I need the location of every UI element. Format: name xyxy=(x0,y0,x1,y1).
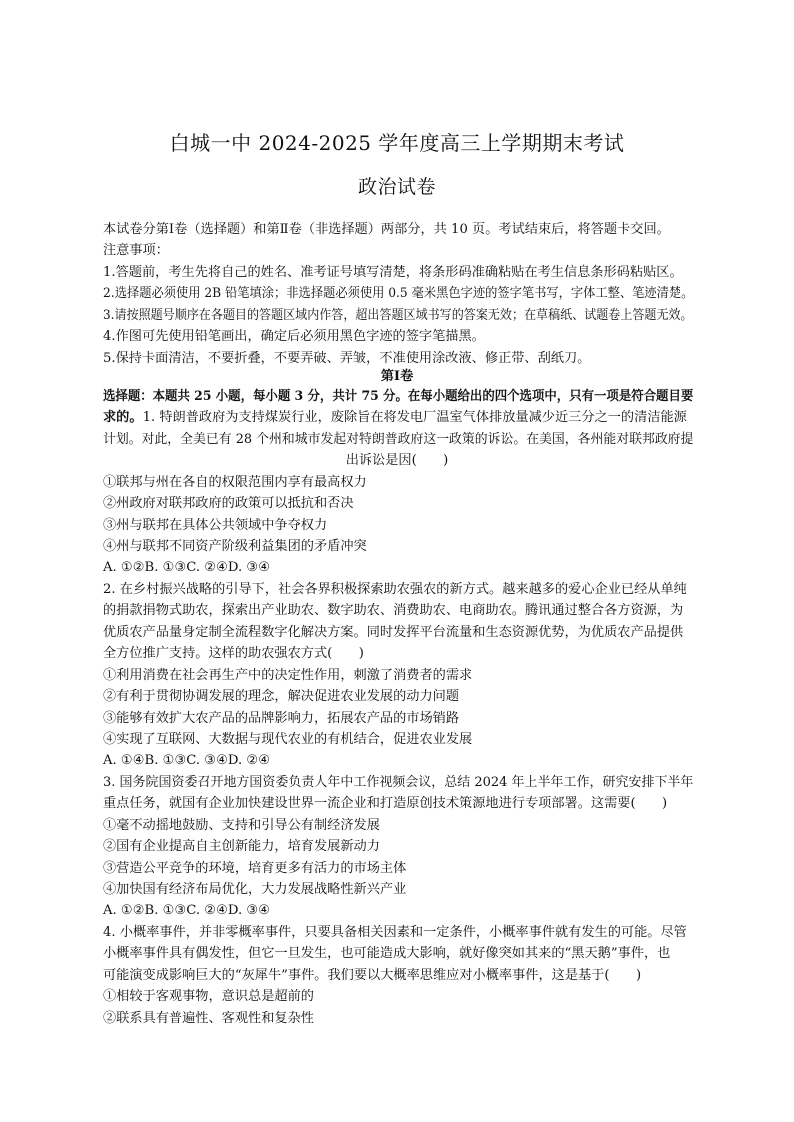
q2-stem: 全方位推广支持。这样的助农强农方式( ) xyxy=(103,646,364,661)
q2-option: ①利用消费在社会再生产中的决定性作用，刺激了消费者的需求 xyxy=(103,668,473,683)
q1-option: ④州与联邦不同资产阶级利益集团的矛盾冲突 xyxy=(103,539,367,554)
exam-subtitle: 政治试卷 xyxy=(357,176,436,198)
section-instruction-end: 求的。 xyxy=(103,410,143,425)
q3-answers: A. ①②B. ①③C. ②④D. ③④ xyxy=(103,903,271,918)
q1-stem-end: 出诉讼是因( ) xyxy=(345,453,449,468)
q1-stem-start: 1. 特朗普政府为支持煤炭行业，废除旨在将发电厂温室气体排放量减少近三分之一的清洁能源 xyxy=(142,410,687,425)
q2-option: ④实现了互联网、大数据与现代农业的有机结合，促进农业发展 xyxy=(103,732,473,747)
q4-option: ①相较于客观事物，意识总是超前的 xyxy=(103,989,314,1004)
q2-option: ③能够有效扩大农产品的品牌影响力，拓展农产品的市场销路 xyxy=(103,711,460,726)
notice-item: 4.作图可先使用铅笔画出，确定后必须用黑色字迹的签字笔描黑。 xyxy=(103,329,485,344)
q3-option: ③营造公平竞争的环境，培育更多有活力的市场主体 xyxy=(103,861,407,876)
section-instruction-cont xyxy=(103,410,687,426)
notice-item: 2.选择题必须使用 2B 铅笔填涂；非选择题必须使用 0.5 毫米黑色字迹的签字笔书写，字体工整、笔迹清楚。 xyxy=(103,286,694,301)
notice-item: 5.保持卡面清洁，不要折叠，不要弄破、弄皱，不准使用涂改液、修正带、刮纸刀。 xyxy=(103,351,591,366)
q3-stem: 3. 国务院国资委召开地方国资委负责人年中工作视频会议，总结 2024 年上半年工作，研究安排下半年 xyxy=(103,775,694,790)
q4-option: ②联系具有普遍性、客观性和复杂性 xyxy=(103,1011,314,1026)
q1-option: ①联邦与州在各自的权限范围内享有最高权力 xyxy=(103,475,367,490)
q3-stem: 重点任务，就国有企业加快建设世界一流企业和打造原创技术策源地进行专项部署。这需要( ) xyxy=(103,796,668,811)
q1-option: ③州与联邦在具体公共领域中争夺权力 xyxy=(103,518,328,533)
q2-option: ②有利于贯彻协调发展的理念，解决促进农业发展的动力问题 xyxy=(103,689,460,704)
q3-option: ②国有企业提高自主创新能力，培育发展新动力 xyxy=(103,839,380,854)
q2-stem: 优质农产品量身定制全流程数字化解决方案。同时发挥平台流量和生态资源优势，为优质农产品提供 xyxy=(103,625,684,640)
notice-item: 1.答题前，考生先将自己的姓名、准考证号填写清楚，将条形码准确粘贴在考生信息条形码粘贴区。 xyxy=(103,265,683,280)
q2-stem: 的捐款捐物式助农，探索出产业助农、数字助农、消费助农、电商助农。腾讯通过整合各方资源，为 xyxy=(103,603,684,618)
q4-stem: 小概率事件具有偶发性，但它一旦发生，也可能造成大影响，就好像突如其来的“黑天鹅”事件，也 xyxy=(103,946,671,961)
q4-stem: 4. 小概率事件，并非零概率事件，只要具备相关因素和一定条件，小概率事件就有发生的可能。尽管 xyxy=(103,925,687,940)
q3-option: ①毫不动摇地鼓励、支持和引导公有制经济发展 xyxy=(103,818,380,833)
notice-item: 3.请按照题号顺序在各题目的答题区域内作答，超出答题区域书写的答案无效；在草稿纸、试题卷上答题无效。 xyxy=(103,308,693,323)
q1-option: ②州政府对联邦政府的政策可以抵抗和否决 xyxy=(103,496,354,511)
section-instruction: 选择题：本题共 25 小题，每小题 3 分，共计 75 分。在每小题给出的四个选项中，只有一项是符合题目要 xyxy=(103,389,694,404)
q2-stem: 2. 在乡村振兴战略的引导下，社会各界积极探索助农强农的新方式。越来越多的爱心企业已经从单纯 xyxy=(103,582,687,597)
q1-stem: 计划。对此，全美已有 28 个州和城市发起对特朗普政府这一政策的诉讼。在美国，各州能对联邦政府提 xyxy=(103,432,694,447)
exam-title: 白城一中 2024-2025 学年度高三上学期期末考试 xyxy=(169,131,625,155)
q2-answers: A. ①④B. ①③C. ③④D. ②④ xyxy=(103,753,271,768)
q3-option: ④加快国有经济布局优化，大力发展战略性新兴产业 xyxy=(103,882,407,897)
intro-text: 本试卷分第Ⅰ卷（选择题）和第Ⅱ卷（非选择题）两部分，共 10 页。考试结束后，将答题卡交回。 xyxy=(103,222,670,237)
q1-answers: A. ①②B. ①③C. ②④D. ③④ xyxy=(103,560,271,575)
q4-stem: 可能演变成影响巨大的“灰犀牛”事件。我们要以大概率思维应对小概率事件，这是基于( ) xyxy=(103,968,642,983)
notice-heading: 注意事项： xyxy=(103,243,169,258)
part1-heading: 第Ⅰ卷 xyxy=(380,369,414,384)
